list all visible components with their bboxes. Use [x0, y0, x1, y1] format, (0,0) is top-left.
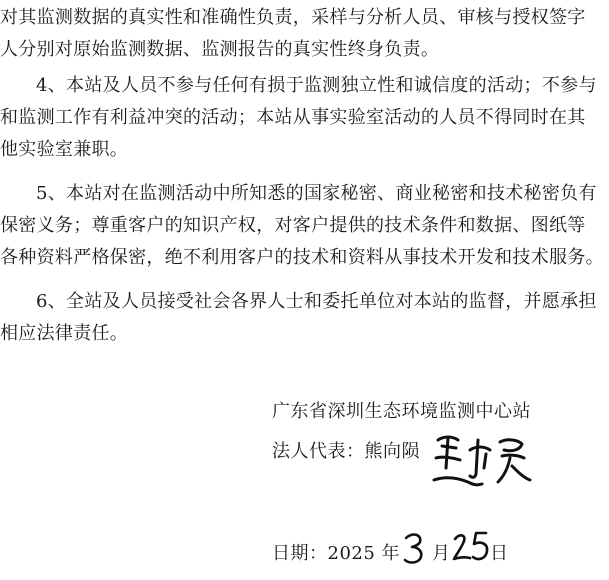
day-char: 日: [490, 543, 509, 564]
paragraph-line: 他实验室兼职。: [0, 139, 129, 160]
paragraph-item-4: [0, 70, 609, 166]
paragraph-item-6: [0, 286, 609, 350]
paragraph-item-5: [0, 178, 609, 274]
paragraph-line: 人分别对原始监测数据、监测报告的真实性终身负责。: [0, 39, 440, 60]
paragraph-line: 4、本站及人员不参与任何有损于监测独立性和诚信度的活动；不参与: [36, 75, 597, 96]
handwritten-day: [452, 527, 492, 571]
organization-name: 广东省深圳生态环境监测中心站: [272, 401, 531, 422]
year-char: 年: [381, 543, 401, 564]
handwritten-signature: [428, 428, 538, 494]
paragraph-line: 保密义务；尊重客户的知识产权，对客户提供的技术条件和数据、图纸等: [0, 215, 586, 236]
paragraph-line: 5、本站对在监测活动中所知悉的国家秘密、商业秘密和技术秘密负有: [36, 183, 597, 204]
paragraph-item-3-continued: [0, 2, 609, 66]
paragraph-line: 对其监测数据的真实性和准确性负责，采样与分析人员、审核与授权签字: [0, 7, 586, 28]
handwritten-month: [402, 530, 428, 570]
month-char: 月: [432, 543, 451, 564]
date-line: [272, 540, 400, 568]
paragraph-line: 相应法律责任。: [0, 323, 129, 344]
legal-rep-name: 熊向陨: [364, 441, 420, 462]
date-label: 日期：: [272, 543, 328, 564]
date-year: 2025: [327, 543, 376, 564]
paragraph-line: 6、全站及人员接受社会各界人士和委托单位对本站的监督，并愿承担: [36, 291, 597, 312]
paragraph-line: 和监测工作有利益冲突的活动；本站从事实验室活动的人员不得同时在其: [0, 107, 586, 128]
legal-rep-label: 法人代表：: [272, 441, 365, 462]
paragraph-line: 各种资料严格保密，绝不利用客户的技术和资料从事技术开发和技术服务。: [0, 247, 604, 268]
legal-representative: [272, 438, 420, 466]
